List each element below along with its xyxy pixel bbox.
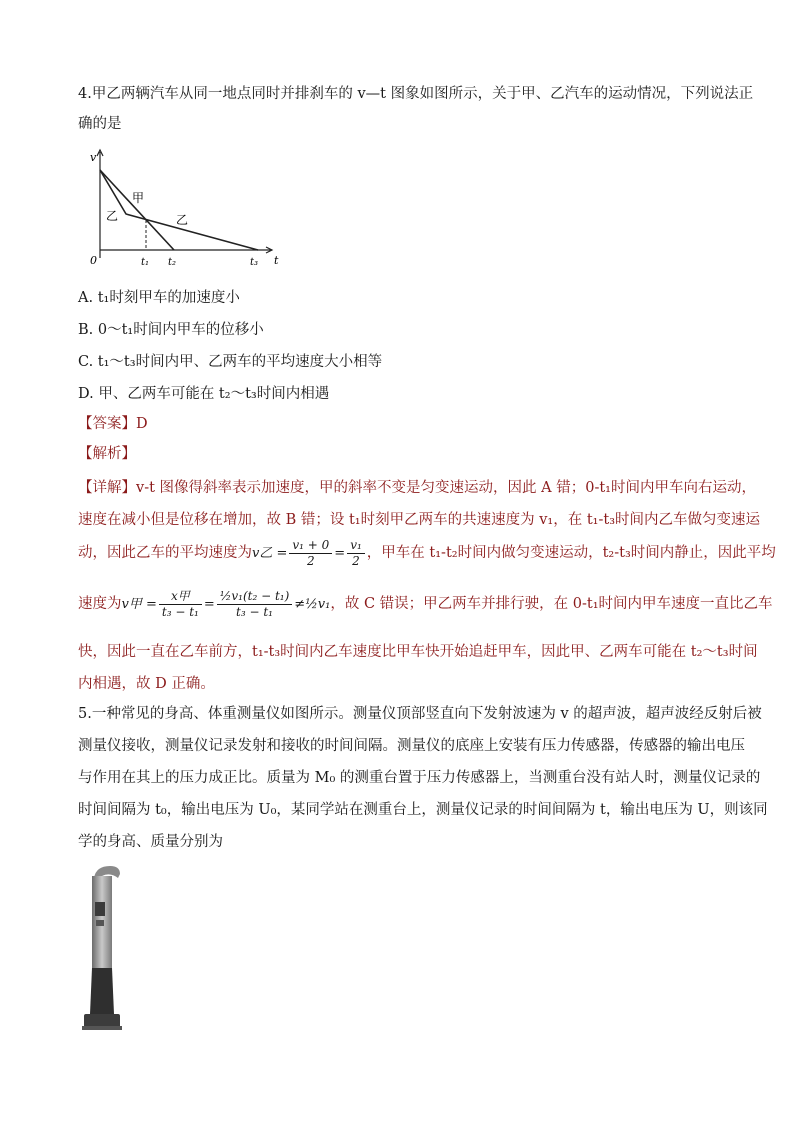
yi-line: [100, 170, 258, 250]
formula-yi-lhs: v乙 =: [252, 546, 288, 561]
jia-label: 甲: [132, 191, 145, 205]
q4-option-a: A. t₁时刻甲车的加速度小: [78, 290, 240, 306]
vt-graph: [84, 146, 284, 270]
detail-tag: 【详解】: [78, 480, 136, 496]
formula-jia-frac2: [217, 589, 293, 620]
v-label: v: [90, 151, 97, 164]
formula-jia: [121, 588, 331, 619]
formula-jia-num1: x甲: [159, 589, 202, 605]
formula-jia-eq: =: [203, 597, 215, 612]
q5-line5: 学的身高、质量分别为: [78, 834, 223, 850]
formula-yi-frac2: [347, 538, 365, 569]
q5-line2: 测量仪接收，测量仪记录发射和接收的时间间隔。测量仪的底座上安装有压力传感器，传感器的输出电压: [78, 738, 745, 754]
device-base-edge: [82, 1026, 122, 1030]
formula-jia-rhs: ½v₁: [305, 597, 331, 612]
detail-line3: [78, 536, 776, 571]
answer-tag: 【答案】: [78, 416, 136, 432]
q5-line1: 5.一种常见的身高、体重测量仪如图所示。测量仪顶部竖直向下发射波速为 v 的超声波，超声波经反射后被: [78, 706, 762, 722]
device-panel: [96, 920, 104, 926]
detail-line4: [78, 582, 773, 627]
detail-line2: 速度在减小但是位移在增加，故 B 错；设 t₁时刻甲乙两车的共速速度为 v₁，在 t₁-t₃时间内乙车做匀变速运: [78, 512, 761, 528]
yi-left-label: 乙: [106, 209, 119, 223]
detail-text-3a: 动，因此乙车的平均速度为: [78, 545, 252, 561]
answer-value: D: [136, 416, 148, 432]
formula-jia-den1: t₃ − t₁: [161, 604, 199, 619]
device-base: [84, 1014, 120, 1028]
detail-text-4b: ，故 C 错误；甲乙两车并排行驶，在 0-t₁时间内甲车速度一直比乙车: [330, 596, 773, 612]
q4-option-d: D. 甲、乙两车可能在 t₂～t₃时间内相遇: [78, 386, 330, 402]
t2-label: t₂: [168, 257, 177, 268]
detail-text-1: v-t 图像得斜率表示加速度，甲的斜率不变是匀变速运动，因此 A 错；0-t₁时间内甲车向右运动，: [136, 480, 756, 496]
detail-line5: 快，因此一直在乙车前方，t₁-t₃时间内乙车速度比甲车快开始追赶甲车，因此甲、乙两车可能在 t₂～t₃时间: [78, 644, 758, 660]
q5-line4: 时间间隔为 t₀，输出电压为 U₀，某同学站在测重台上，测量仪记录的时间间隔为 t，输出电压为 U，则该同: [78, 802, 768, 818]
q4-stem-line2: 确的是: [78, 116, 122, 132]
q4-option-b: B. 0～t₁时间内甲车的位移小: [78, 322, 264, 338]
detail-text-4a: 速度为: [78, 596, 122, 612]
formula-jia-lhs: v甲 =: [121, 597, 157, 612]
t3-label: t₃: [250, 257, 259, 268]
formula-jia-den2: t₃ − t₁: [236, 604, 273, 619]
device-lower-body: [90, 968, 114, 1014]
formula-jia-frac1: [159, 589, 202, 620]
answer-line: [78, 414, 148, 434]
q4-option-c: C. t₁～t₃时间内甲、乙两车的平均速度大小相等: [78, 354, 383, 370]
t-label: t: [274, 254, 279, 267]
origin-label: 0: [90, 254, 97, 267]
formula-jia-neq: ≠: [294, 597, 306, 612]
formula-yi-eq: =: [334, 546, 346, 561]
formula-yi-den1: 2: [307, 553, 315, 568]
device-display: [95, 902, 105, 916]
q5-line3: 与作用在其上的压力成正比。质量为 M₀ 的测重台置于压力传感器上，当测重台没有站人时，测量仪记录的: [78, 770, 761, 786]
yi-right-label: 乙: [176, 213, 189, 227]
detail-text-3b: ，甲车在 t₁-t₂时间内做匀变速运动，t₂-t₃时间内静止，因此平均: [366, 545, 776, 561]
formula-yi-den2: 2: [352, 553, 360, 568]
formula-jia-num2: ½v₁(t₂ − t₁): [217, 589, 293, 605]
formula-yi-num2: v₁: [347, 538, 365, 554]
height-weight-device-image: [80, 864, 126, 1032]
detail-line6: 内相遇，故 D 正确。: [78, 676, 215, 692]
t1-label: t₁: [141, 257, 150, 268]
q4-stem-line1: 4.甲乙两辆汽车从同一地点同时并排刹车的 v—t 图象如图所示，关于甲、乙汽车的运动情况，下列说法正: [78, 86, 754, 102]
formula-yi-frac1: [289, 538, 332, 569]
formula-yi-num1: v₁ + 0: [289, 538, 332, 554]
analysis-tag: 【解析】: [78, 446, 136, 462]
formula-yi: [252, 537, 367, 568]
detail-line1: [78, 478, 756, 498]
